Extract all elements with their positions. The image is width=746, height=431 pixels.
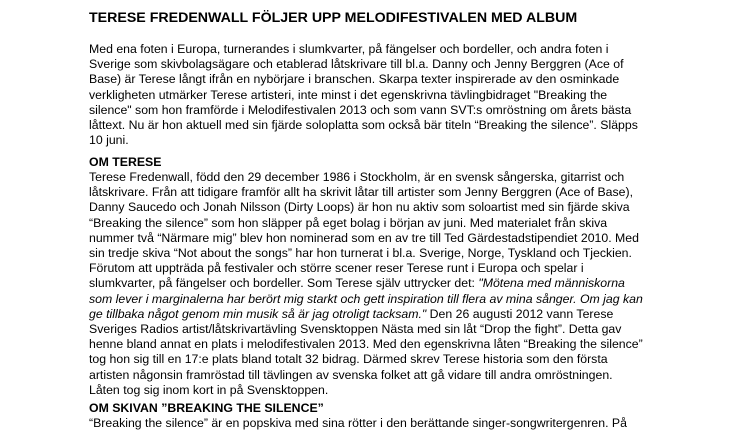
section-heading-om-skivan: OM SKIVAN ”BREAKING THE SILENCE”: [89, 401, 324, 415]
quote-line: som lever i marginalerna har berört mig starkt och gett inspiration till flera av mina sånger. Om jag kan: [89, 291, 643, 306]
bio-line: henne bland annat en plats i melodifestivalen 2013. Med den egenskrivna låten “Breaking the silence”: [89, 337, 643, 352]
bio-line-quote-end: [89, 307, 649, 322]
bio-line: Danny Saucedo och Jonah Nilsson (Dirty Loops) är hon nu aktiv som soloartist med sin fjärde skiva: [89, 200, 630, 215]
bio-line: artisten någonsin framröstad till tävlingen av svenska folket att gå vidare till andra omröstningen.: [89, 367, 613, 382]
bio-line: sin tredje skiva “Not about the songs” har hon turnerat i bl.a. Sverige, Norge, Tyskland och Tjeckien.: [89, 246, 632, 261]
after-quote-text: Den 26 augusti 2012 vann Terese: [426, 306, 614, 321]
bio-line: nummer två “Närmare mig” blev hon nominerad som en av tre till Ted Gärdestadstipendiet 2010. Med: [89, 230, 639, 245]
bio-line: “Breaking the silence” som hon släpper på eget bolag i början av juni. Med materialet från skiva: [89, 215, 608, 230]
quote-text: ge tillbaka något genom min musik så är jag otroligt tacksam.": [89, 306, 427, 321]
intro-line: Sverige som skivbolagsägare och etablerad låtskrivare till bl.a. Danny och Jenny Berggren (Ace of: [89, 57, 624, 72]
intro-line: 10 juni.: [89, 133, 129, 148]
album-line: “Breaking the silence” är en popskiva med sina rötter i den berättande singer-songwritergenren. På: [89, 416, 627, 430]
bio-line: Förutom att uppträda på festivaler och större scener reser Terese runt i Europa och spelar i: [89, 261, 584, 276]
intro-line: silence" som hon framförde i Melodifestivalen 2013 och som vann SVT:s omröstning om årets bästa: [89, 102, 632, 117]
section-heading-om-terese: OM TERESE: [89, 155, 162, 169]
album-paragraph: [89, 416, 649, 431]
bio-paragraph: [89, 170, 649, 398]
intro-line: Med ena foten i Europa, turnerandes i slumkvarter, på fängelser och bordeller, och andra foten i: [89, 42, 609, 56]
bio-line: Sveriges Radios artist/låtskrivartävling Svensktoppen Nästa med sin låt “Drop the fight”. Detta gav: [89, 322, 622, 337]
quote-lead-text: slumkvarter, på fängelser och bordeller. Som Terese själv uttrycker det:: [89, 276, 479, 291]
bio-line: tog hon sig till en 17:e plats bland totalt 32 bidrag. Därmed skrev Terese historia som den första: [89, 352, 608, 367]
intro-line: verkligheten utmärker Terese artisteri, inte minst i det egenskrivna tävlingbidraget "Breaking the: [89, 87, 608, 102]
bio-line: Terese Fredenwall, född den 29 december 1986 i Stockholm, är en svensk sångerska, gitarrist och: [89, 170, 625, 184]
intro-line: låttext. Nu är hon aktuell med sin fjärde soloplatta som också bär titeln “Breaking the silence”. Släpps: [89, 118, 638, 133]
bio-line-quote-start: [89, 276, 649, 291]
quote-text: "Mötena med människorna: [478, 276, 625, 291]
document-title: TERESE FREDENWALL FÖLJER UPP MELODIFESTIVALEN MED ALBUM: [89, 10, 578, 26]
bio-line: Låten tog sig inom kort in på Svensktoppen.: [89, 382, 329, 397]
intro-paragraph: [89, 42, 649, 148]
intro-line: Base) är Terese långt ifrån en nybörjare i branschen. Skarpa texter inspirerade av den osminkade: [89, 72, 620, 87]
bio-line: låtskrivare. Från att tidigare framför allt ha skrivit låtar till artister som Jenny Berggren (Ace of Base),: [89, 185, 633, 200]
